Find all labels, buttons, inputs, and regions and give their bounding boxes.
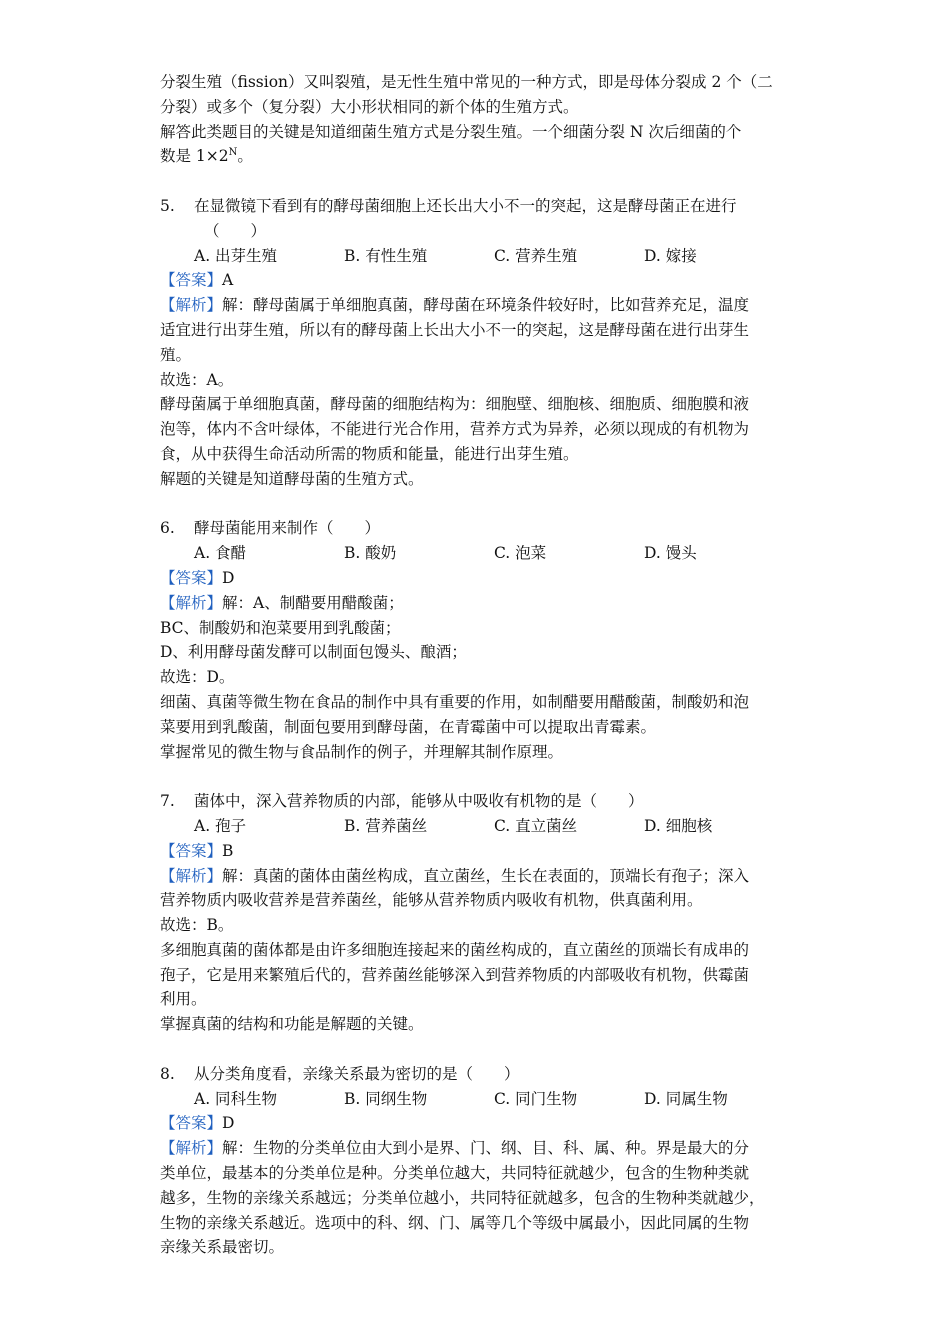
option-c: C. 泡菜	[494, 544, 547, 563]
analysis-line: 泡等，体内不含叶绿体，不能进行光合作用，营养方式为异养，必须以现成的有机物为	[160, 420, 750, 439]
analysis-line: 细菌、真菌等微生物在食品的制作中具有重要的作用，如制醋要用醋酸菌，制酸奶和泡	[160, 692, 750, 711]
question-7	[160, 789, 800, 1037]
analysis-label: 【解析】	[160, 866, 223, 885]
analysis-line: 故选：A。	[160, 370, 234, 389]
option-c: C. 同门生物	[494, 1089, 578, 1108]
analysis-text: 解：酵母菌属于单细胞真菌，酵母菌在环境条件较好时，比如营养充足，温度	[222, 296, 750, 315]
analysis-line	[160, 864, 800, 889]
analysis-line: 解题的关键是知道酵母菌的生殖方式。	[160, 469, 424, 488]
answer-line	[160, 1111, 800, 1136]
formula-suffix: 。	[237, 147, 253, 166]
analysis-line: 类单位，最基本的分类单位是种。分类单位越大，共同特征就越少，包含的生物种类就	[160, 1164, 750, 1183]
option-a: A. 出芽生殖	[194, 246, 278, 265]
analysis-line: 孢子，它是用来繁殖后代的，营养菌丝能够深入到营养物质的内部吸收有机物，供霉菌	[160, 965, 750, 984]
option-d: D. 同属生物	[644, 1089, 728, 1108]
analysis-line: 利用。	[160, 990, 207, 1009]
intro-formula-line	[160, 144, 800, 169]
analysis-line	[160, 591, 800, 616]
answer-value: D	[222, 1114, 235, 1133]
question-stem	[160, 516, 800, 541]
question-text: 酵母菌能用来制作（ ）	[194, 519, 381, 538]
answer-label: 【答案】	[160, 271, 223, 290]
question-text: 菌体中，深入营养物质的内部，能够从中吸收有机物的是（ ）	[194, 792, 644, 811]
analysis-text: 解：生物的分类单位由大到小是界、门、纲、目、科、属、种。界是最大的分	[222, 1139, 750, 1158]
analysis-line: 故选：D。	[160, 668, 235, 687]
options-row	[160, 814, 800, 839]
question-stem-paren: （ ）	[204, 221, 267, 240]
options-row	[160, 541, 800, 566]
option-a: A. 食醋	[194, 544, 247, 563]
answer-label: 【答案】	[160, 568, 223, 587]
question-6	[160, 516, 800, 764]
answer-line	[160, 839, 800, 864]
analysis-line: 食，从中获得生命活动所需的物质和能量，能进行出芽生殖。	[160, 444, 579, 463]
question-text: 在显微镜下看到有的酵母菌细胞上还长出大小不一的突起，这是酵母菌正在进行	[194, 196, 737, 215]
option-b: B. 同纲生物	[344, 1089, 428, 1108]
analysis-line: 越多，生物的亲缘关系越远；分类单位越小，共同特征就越多，包含的生物种类就越少，	[160, 1188, 765, 1207]
intro-line: 解答此类题目的关键是知道细菌生殖方式是分裂生殖。一个细菌分裂 N 次后细菌的个	[160, 122, 742, 141]
analysis-line	[160, 293, 800, 318]
question-number: 7.	[160, 792, 175, 811]
analysis-line: 菜要用到乳酸菌，制面包要用到酵母菌，在青霉菌中可以提取出青霉素。	[160, 717, 657, 736]
option-a: A. 孢子	[194, 816, 247, 835]
analysis-line: D、利用酵母菌发酵可以制面包馒头、酿酒；	[160, 643, 467, 662]
analysis-line: 生物的亲缘关系越近。选项中的科、纲、门、属等几个等级中属最小，因此同属的生物	[160, 1213, 750, 1232]
analysis-line: 适宜进行出芽生殖，所以有的酵母菌上长出大小不一的突起，这是酵母菌在进行出芽生	[160, 320, 750, 339]
question-stem	[160, 194, 800, 219]
option-b: B. 酸奶	[344, 544, 397, 563]
option-a: A. 同科生物	[194, 1089, 278, 1108]
analysis-line: 掌握常见的微生物与食品制作的例子，并理解其制作原理。	[160, 742, 564, 761]
answer-value: B	[222, 841, 234, 860]
option-d: D. 馒头	[644, 544, 697, 563]
option-c: C. 直立菌丝	[494, 816, 578, 835]
options-row	[160, 244, 800, 269]
analysis-line	[160, 1136, 800, 1161]
question-number: 6.	[160, 519, 175, 538]
formula-exponent: N	[228, 147, 238, 159]
question-5	[160, 194, 800, 492]
analysis-label: 【解析】	[160, 593, 223, 612]
analysis-line: 亲缘关系最密切。	[160, 1238, 285, 1257]
answer-label: 【答案】	[160, 841, 223, 860]
analysis-label: 【解析】	[160, 296, 223, 315]
formula-prefix: 数是 1×2	[160, 147, 229, 166]
option-d: D. 细胞核	[644, 816, 713, 835]
intro-line: 分裂）或多个（复分裂）大小形状相同的新个体的生殖方式。	[160, 97, 579, 116]
question-number: 8.	[160, 1064, 175, 1083]
analysis-text: 解：真菌的菌体由菌丝构成，直立菌丝，生长在表面的，顶端长有孢子；深入	[222, 866, 750, 885]
answer-value: A	[222, 271, 234, 290]
analysis-line: BC、制酸奶和泡菜要用到乳酸菌；	[160, 618, 401, 637]
question-8	[160, 1062, 800, 1260]
document-page	[160, 70, 800, 1260]
option-c: C. 营养生殖	[494, 246, 578, 265]
question-stem	[160, 789, 800, 814]
answer-line	[160, 268, 800, 293]
answer-line	[160, 566, 800, 591]
intro-line: 分裂生殖（fission）又叫裂殖，是无性生殖中常见的一种方式，即是母体分裂成 2 个（二	[160, 73, 773, 91]
option-b: B. 有性生殖	[344, 246, 428, 265]
analysis-text: 解：A、制醋要用醋酸菌；	[222, 593, 404, 612]
question-number: 5.	[160, 196, 175, 215]
option-d: D. 嫁接	[644, 246, 697, 265]
analysis-line: 掌握真菌的结构和功能是解题的关键。	[160, 1015, 424, 1034]
answer-value: D	[222, 568, 235, 587]
analysis-line: 多细胞真菌的菌体都是由许多细胞连接起来的菌丝构成的，直立菌丝的顶端长有成串的	[160, 940, 750, 959]
analysis-line: 殖。	[160, 345, 192, 364]
analysis-line: 酵母菌属于单细胞真菌，酵母菌的细胞结构为：细胞壁、细胞核、细胞质、细胞膜和液	[160, 395, 750, 414]
question-text: 从分类角度看，亲缘关系最为密切的是（ ）	[194, 1064, 520, 1083]
answer-label: 【答案】	[160, 1114, 223, 1133]
analysis-line: 营养物质内吸收营养是营养菌丝，能够从营养物质内吸收有机物，供真菌利用。	[160, 891, 703, 910]
options-row	[160, 1087, 800, 1112]
analysis-line: 故选：B。	[160, 916, 234, 935]
option-b: B. 营养菌丝	[344, 816, 428, 835]
question-stem	[160, 1062, 800, 1087]
analysis-label: 【解析】	[160, 1139, 223, 1158]
intro-section	[160, 70, 800, 169]
